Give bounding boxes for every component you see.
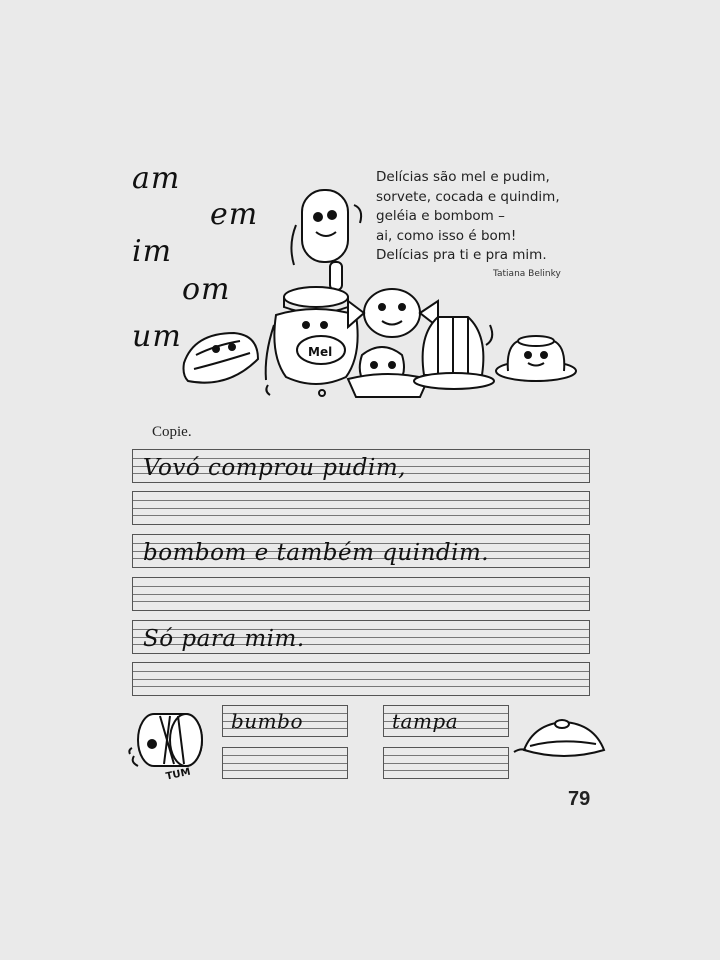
poem-author: Tatiana Belinky (493, 269, 561, 279)
syllable-am: am (132, 161, 181, 196)
poem-line: sorvete, cocada e quindim, (376, 188, 560, 205)
drum-sound-text: TUM (164, 766, 192, 783)
poem-line: Delícias são mel e pudim, (376, 169, 550, 185)
syllable-om: om (182, 272, 231, 307)
sentence-box (132, 534, 590, 568)
poem-line: Delícias pra ti e pra mim. (376, 247, 547, 263)
model-sentence: Vovó comprou pudim, (143, 455, 406, 481)
word-box (222, 705, 348, 737)
sweets-illustration (176, 185, 586, 410)
syllable-um: um (132, 319, 182, 354)
blank-writing-box[interactable] (132, 662, 590, 696)
cocada-icon (348, 347, 428, 397)
model-word: bumbo (231, 709, 303, 733)
blank-writing-box[interactable] (132, 491, 590, 525)
gelatin-icon (414, 317, 494, 389)
bread-icon (184, 333, 259, 383)
sentence-box (132, 449, 590, 483)
blank-word-box[interactable] (383, 747, 509, 779)
model-sentence: bombom e também quindim. (143, 540, 490, 566)
blank-writing-box[interactable] (132, 577, 590, 611)
model-word: tampa (392, 709, 459, 733)
jar-label: Mel (308, 345, 333, 359)
word-box (383, 705, 509, 737)
poem-line: ai, como isso é bom! (376, 227, 517, 244)
pudim-icon (496, 336, 576, 381)
honey-jar-icon (266, 287, 358, 396)
poem-line: geléia e bombom – (376, 208, 505, 224)
drum-icon (130, 702, 210, 782)
bombom-icon (348, 289, 438, 337)
sentence-box (132, 620, 590, 654)
lid-icon (512, 712, 604, 764)
model-sentence: Só para mim. (143, 626, 305, 652)
syllable-im: im (132, 234, 173, 269)
syllable-em: em (210, 197, 259, 232)
popsicle-icon (291, 190, 361, 290)
copy-instruction: Copie. (152, 424, 192, 440)
blank-word-box[interactable] (222, 747, 348, 779)
page-number: 79 (568, 788, 591, 810)
